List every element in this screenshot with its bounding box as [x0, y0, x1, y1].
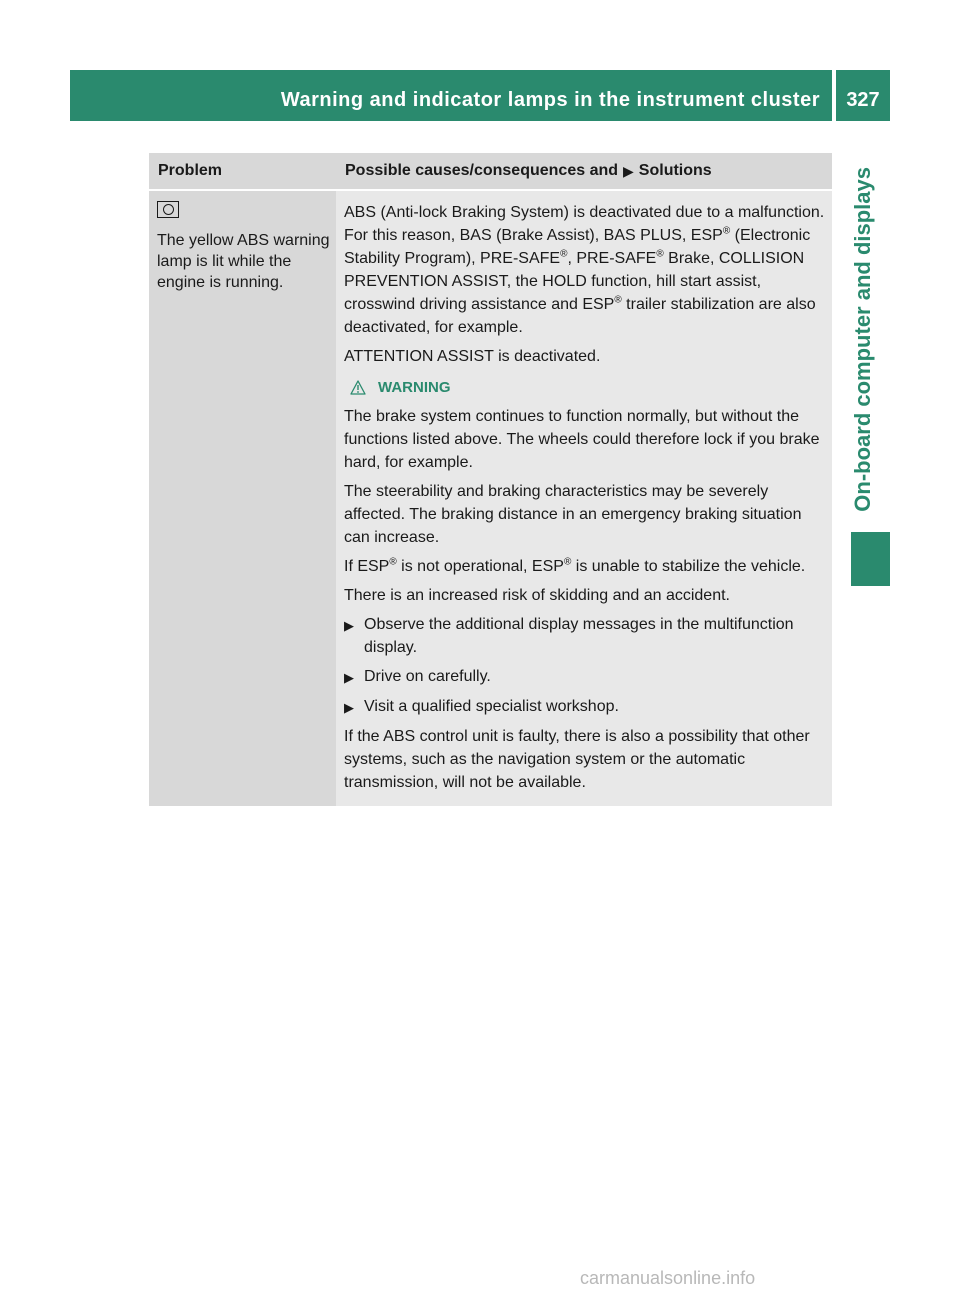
column-header-problem: Problem: [158, 162, 223, 179]
section-title: Warning and indicator lamps in the instrument cluster: [280, 89, 820, 111]
column-header-solutions-pre: Possible causes/consequences and: [345, 162, 619, 179]
registered-mark: ®: [614, 294, 622, 306]
w3-part-b: is not operational, ESP: [396, 558, 564, 575]
list-item: [344, 665, 826, 689]
chapter-tab: [836, 121, 890, 581]
abs-warning-lamp-icon: [157, 201, 179, 218]
warning-label: WARNING: [378, 379, 451, 396]
watermark: carmanualsonline.info: [580, 1268, 756, 1288]
problem-cell: [149, 191, 336, 806]
w3-part-a: If ESP: [344, 558, 390, 575]
p1-part-d: Brake, COLLISION PREVENTION ASSIST, the HOLD function, hill start assist, crosswind driving assistance and ESP: [344, 250, 805, 313]
arrow-right-icon: ▶: [344, 618, 354, 633]
step-text: Visit a qualified specialist workshop.: [364, 698, 619, 715]
registered-mark: ®: [560, 248, 568, 260]
warning-paragraph-3: [344, 555, 826, 578]
final-paragraph: If the ABS control unit is faulty, there is also a possibility that other systems, such as the navigation system or the automatic transmission, will not be available.: [344, 728, 810, 791]
warning-lamp-table: [149, 153, 832, 806]
page-number: 327: [846, 89, 880, 111]
page-number-box: [836, 70, 890, 121]
step-text: Observe the additional display messages in the multifunction display.: [364, 616, 794, 656]
page-header: [70, 70, 832, 121]
p1-part-e: trailer stabilization are also deactivated, for example.: [344, 296, 816, 336]
problem-text: The yellow ABS warning lamp is lit while the engine is running.: [157, 232, 330, 291]
arrow-right-icon: ▶: [344, 670, 354, 685]
arrow-right-icon: ▶: [623, 162, 634, 179]
step-text: Drive on carefully.: [364, 668, 491, 685]
warning-triangle-icon: [350, 380, 366, 395]
warning-paragraph-4: There is an increased risk of skidding and an accident.: [344, 587, 730, 604]
registered-mark: ®: [656, 248, 664, 260]
w3-part-c: is unable to stabilize the vehicle.: [571, 558, 806, 575]
registered-mark: ®: [389, 556, 397, 568]
warning-heading: [350, 376, 826, 399]
arrow-right-icon: ▶: [344, 700, 354, 715]
abs-deactivated-paragraph: [344, 201, 826, 339]
registered-mark: ®: [722, 225, 731, 237]
p1-part-a: ABS (Anti-lock Braking System) is deactivated due to a malfunction. For this reason, BAS (Brake Assist), BAS PLUS, ESP: [344, 204, 825, 244]
solution-cell: [336, 191, 832, 806]
p1-part-b: (Electronic Stability Program), PRE-SAFE: [344, 227, 811, 267]
chapter-tab-label: On-board computer and displays: [850, 167, 875, 512]
attention-assist-paragraph: ATTENTION ASSIST is deactivated.: [344, 348, 601, 365]
list-item: [344, 613, 826, 659]
list-item: [344, 695, 826, 719]
table-row: [149, 191, 832, 806]
registered-mark: ®: [563, 556, 572, 568]
warning-paragraph-2: The steerability and braking characteristics may be severely affected. The braking distance in an emergency braking situation can increase.: [344, 483, 802, 546]
warning-paragraph-1: The brake system continues to function normally, but without the functions listed above. The wheels could therefore lock if you brake hard, for example.: [344, 408, 820, 471]
chapter-marker-block: [851, 532, 890, 586]
column-header-solutions-post: Solutions: [638, 162, 712, 179]
table-header-row: [149, 153, 832, 191]
p1-part-c: , PRE-SAFE: [567, 250, 657, 267]
column-header-solutions: [336, 153, 832, 189]
